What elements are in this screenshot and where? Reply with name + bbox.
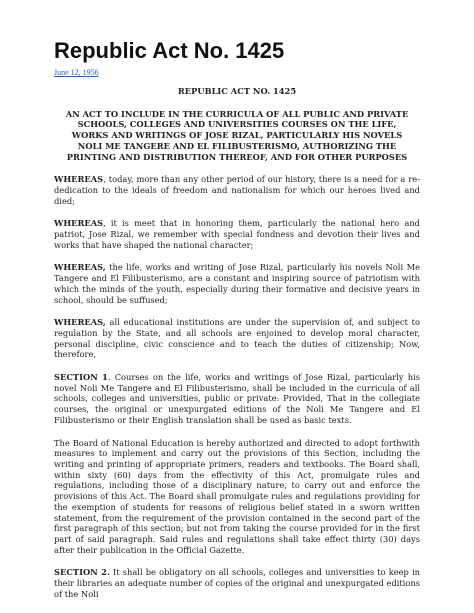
paragraph-lead: WHEREAS [54,174,104,185]
paragraph-text: the life, works and writing of Jose Rizal, particularly his novels Noli Me Tangere and El Filibusterismo, are a constant and inspiring source of patriotism with which the minds of the youth, especially during their formative and decisive years in school, should be suffused; [54,262,420,305]
paragraph-lead: WHEREAS, [54,317,106,328]
paragraph-lead: SECTION 1 [54,372,108,383]
whereas-paragraph-1 [54,174,420,206]
paragraph-text: It shall be obligatory on all schools, colleges and universities to keep in their libraries an adequate number of copies of the original and unexpurgated editions of the Noli [54,567,421,599]
whereas-paragraph-3 [54,262,420,305]
board-paragraph [54,438,420,556]
whereas-paragraph-4 [54,317,420,360]
act-subtitle: AN ACT TO INCLUDE IN THE CURRICULA OF ALL PUBLIC AND PRIVATE SCHOOLS, COLLEGES AND UNIVERSITIES COURSES ON THE LIFE, WORKS AND WRITINGS OF JOSE RIZAL, PARTICULARLY HIS NOVELS NOLI ME TANGERE AND EL FILIBUSTERISMO, AUTHORIZING THE PRINTING AND DISTRIBUTION THEREOF, AND FOR OTHER PURPOSES [65,108,409,162]
document-title: Republic Act No. 1425 [54,38,285,63]
paragraph-text: The Board of National Education is hereby authorized and directed to adopt forthwith measures to implement and carry out the provisions of this Section, including the writing and printing of appropriate primers, readers and textbooks. The Board shall, within sixty (60) days from the effectivity of this Act, promulgate rules and regulations, including those of a disciplinary nature, to carry out and enforce the provisions of this Act. The Board shall promulgate rules and regulations providing for the exemption of students for reasons of religious belief stated in a sworn written statement, from the requirement of the provision contained in the second part of the first paragraph of this section; but not from taking the course provided for in the first part of said paragraph. Said rules and regulations shall take effect thirty (30) days after their publication in the Official Gazette. [54,437,420,555]
paragraph-text: . Courses on the life, works and writings of Jose Rizal, particularly his novel Noli Me Tangere and El Filibusterismo, shall be included in the curricula of all schools, colleges and universities, public or private: Provided, That in the collegiate courses, the original or unexpurgated editions of the Noli Me Tangere and El Filibusterismo or their English translation shall be used as basic texts. [54,372,420,425]
paragraph-lead: WHEREAS [54,218,104,229]
paragraph-lead: SECTION 2. [54,567,110,578]
section-2-paragraph [54,567,420,599]
paragraph-text: all educational institutions are under the supervision of, and subject to regulation by the State, and all schools are enjoined to develop moral character, personal discipline, civic conscience and to teach the duties of citizenship; Now, therefore, [54,317,420,360]
paragraph-lead: WHEREAS, [54,262,106,273]
whereas-paragraph-2 [54,218,420,250]
act-heading: REPUBLIC ACT NO. 1425 [177,86,297,96]
paragraph-text: , today, more than any other period of our history, there is a need for a re-dedication to the ideals of freedom and nationalism for which our heroes lived and died; [54,174,420,206]
date-link[interactable]: June 12, 1956 [54,68,99,77]
document-body [54,86,420,611]
paragraph-text: , it is meet that in honoring them, particularly the national hero and patriot, Jose Rizal, we remember with special fondness and devotion their lives and works that have shaped the national character; [54,218,420,250]
section-1-paragraph [54,372,420,426]
